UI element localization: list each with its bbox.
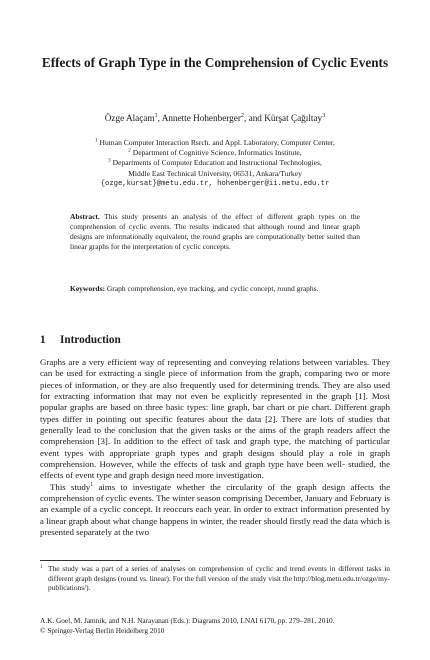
footnote-marker: 1 xyxy=(90,481,94,488)
footnote: $^1$ The study was a part of a series of analyses on comprehension of cyclic and trend events in different tasks in different graph designs (round vs. linear). For the full version of the study visit the http://blog.metu.edu.tr/ozge/my-publications/). xyxy=(40,564,390,593)
author-name: Kürşat Çağıltay xyxy=(264,113,323,123)
affiliation-marker: 2 xyxy=(128,147,131,154)
author-separator: , and xyxy=(244,113,265,123)
affiliation-marker: 3 xyxy=(108,157,111,164)
affiliation-marker: 3 xyxy=(322,111,326,119)
body-text xyxy=(40,357,390,539)
author-name: Özge Alaçam xyxy=(104,113,155,123)
affiliation-text: Departments of Computer Education and Instructional Technologies, xyxy=(112,158,322,168)
section-heading xyxy=(40,334,121,346)
publication-info xyxy=(40,616,390,635)
abstract-label: Abstract. xyxy=(70,212,100,221)
affiliation-address: Middle East Technical University, 06531, Ankara/Turkey xyxy=(128,168,302,178)
affiliation-text: Human Computer Interaction Rsrch. and Appl. Laboratory, Computer Center, xyxy=(99,138,335,147)
paragraph-text: This study xyxy=(50,481,91,492)
abstract xyxy=(70,212,360,252)
affiliation-marker: 1 xyxy=(154,111,158,119)
paragraph-text: aims to investigate whether the circularity of the graph design affects the comprehension of cyclic events. The winter season comprising December, January and February is an example of a cyclic concept. It reoccurs each year. In order to extract information presented by a linear graph about what change happens in winter, the reader should firstly read the data which is presented separately at the two xyxy=(40,481,390,538)
paper-title: Effects of Graph Type in the Comprehension of Cyclic Events xyxy=(41,55,389,70)
author-emails: {ozge,kursat}@metu.edu.tr, hohenberger@ii.metu.edu.tr xyxy=(100,179,330,188)
keywords-label: Keywords: xyxy=(70,284,105,293)
affiliation-line xyxy=(20,148,410,158)
paragraph xyxy=(40,482,390,539)
section-title: Introduction xyxy=(60,334,121,346)
author-separator: , xyxy=(157,113,162,123)
citation-line: A.K. Goel, M. Jamnik, and N.H. Narayanan (Eds.): Diagrams 2010, LNAI 6170, pp. 279–281, 2010. xyxy=(40,616,335,625)
affiliation-marker: 2 xyxy=(240,111,245,119)
footnote-divider xyxy=(40,560,180,561)
affiliation-text: Department of Cognitive Science, Informatics Institute, xyxy=(132,148,302,158)
abstract-text: This study presents an analysis of the effect of different graph types on the comprehension of cyclic events. The results indicated that although round and linear graph designs are informationally equivalent, the round graphs are computationally better suited than linear graphs for the interpretation of cyclic concepts. xyxy=(70,212,360,251)
affiliation-line xyxy=(20,158,410,168)
affiliations-block xyxy=(20,138,410,189)
author-name: Annette Hohenberger xyxy=(161,113,241,123)
paragraph: Graphs are a very efficient way of representing and conveying relations between variables. They can be used for extracting a single piece of information from the graph, comparing two or more pieces of information, or they are also frequently used for determining trends. They are also used for extracting information that may not even be explicitly represented in the graph [1]. Most popular graphs are based on three basic types: line graph, bar chart or pie chart. Different graph types differ in pointing out specific features about the data [2]. There are lots of studies that generally lead to the conclusion that the given tasks or the aims of the graph readers affect the comprehension [3]. In addition to the effect of task and graph type, the matching of particular event types with appropriate graph types and graph designs should play a role in graph comprehension. However, while the effects of task and graph type have been well- studied, the effects of event type and graph design need more investigation. xyxy=(40,357,390,481)
keywords xyxy=(70,284,360,294)
affiliation-marker: 1 xyxy=(95,137,98,144)
copyright-line: © Springer-Verlag Berlin Heidelberg 2010 xyxy=(40,625,165,635)
author-list xyxy=(20,112,410,124)
affiliation-line xyxy=(20,138,410,148)
footnote-text: The study was a part of a series of analyses on comprehension of cyclic and trend events in different tasks in different graph designs (round vs. linear). For the full version of the study visit the http://blog.metu.edu.tr/ozge/my-publications/). xyxy=(48,564,390,593)
keywords-text: Graph comprehension, eye tracking, and cyclic concept, round graphs. xyxy=(105,284,319,293)
section-number: 1 xyxy=(40,334,46,346)
